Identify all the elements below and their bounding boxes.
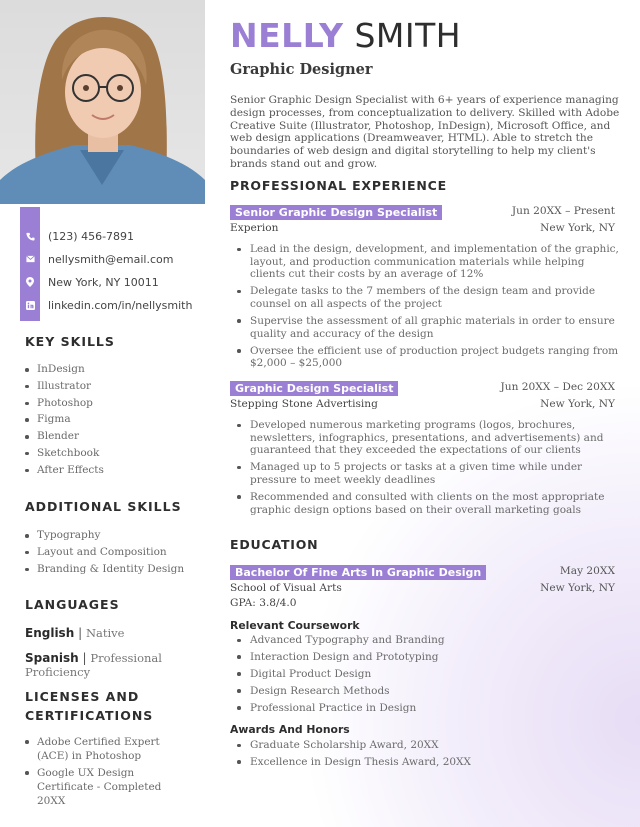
job-location-1: New York, NY xyxy=(540,222,615,234)
linkedin-icon xyxy=(20,301,40,310)
certifications-heading-line2: CERTIFICATIONS xyxy=(25,708,154,723)
experience-heading: PROFESSIONAL EXPERIENCE xyxy=(230,178,447,193)
job-bullet: Supervise the assessment of all graphic materials in order to ensure quality and accuracy of the design xyxy=(237,315,620,340)
education-date: May 20XX xyxy=(559,565,615,577)
coursework-item: Interaction Design and Prototyping xyxy=(237,651,620,664)
key-skill-item: Blender xyxy=(25,428,104,445)
phone-icon xyxy=(20,232,40,241)
contact-location xyxy=(20,273,205,291)
coursework-heading: Relevant Coursework xyxy=(230,619,360,632)
coursework-item: Design Research Methods xyxy=(237,685,620,698)
additional-skill-item: Typography xyxy=(25,527,184,544)
language-separator: | xyxy=(82,651,87,665)
certifications-heading-line1: LICENSES AND xyxy=(25,689,140,704)
job-bullets-1 xyxy=(237,243,620,374)
additional-skills-list xyxy=(25,527,184,577)
coursework-item: Professional Practice in Design xyxy=(237,702,620,715)
location-text: New York, NY 10011 xyxy=(48,275,159,289)
job-location-2: New York, NY xyxy=(540,398,615,410)
job-bullet: Developed numerous marketing programs (logos, brochures, newsletters, infographics, presentations, and advertisements) and guaranteed that they exceeded the expectations of our clients xyxy=(237,419,620,457)
profile-photo xyxy=(0,0,205,204)
language-name: Spanish xyxy=(25,651,79,665)
job-dates-2: Jun 20XX – Dec 20XX xyxy=(500,381,615,393)
key-skills-list xyxy=(25,361,104,479)
certification-item: Google UX Design Certificate - Completed 20XX xyxy=(25,766,190,808)
key-skill-item: After Effects xyxy=(25,462,104,479)
language-english xyxy=(25,626,124,640)
job-bullet: Oversee the efficient use of production project budgets ranging from $2,000 – $25,000 xyxy=(237,345,620,370)
gpa: GPA: 3.8/4.0 xyxy=(230,597,297,609)
school-name: School of Visual Arts xyxy=(230,582,342,594)
award-item: Excellence in Design Thesis Award, 20XX xyxy=(237,756,620,769)
key-skill-item: InDesign xyxy=(25,361,104,378)
certifications-heading xyxy=(25,687,153,725)
contact-phone xyxy=(20,227,205,245)
award-item: Graduate Scholarship Award, 20XX xyxy=(237,739,620,752)
awards-list xyxy=(237,739,620,773)
job-bullet: Lead in the design, development, and implementation of the graphic, layout, and production communication materials while helping clients cut their costs by an average of 12% xyxy=(237,243,620,281)
additional-skill-item: Branding & Identity Design xyxy=(25,561,184,578)
contact-email xyxy=(20,250,205,268)
key-skill-item: Illustrator xyxy=(25,378,104,395)
certifications-list xyxy=(25,735,190,811)
location-pin-icon xyxy=(20,277,40,287)
coursework-item: Advanced Typography and Branding xyxy=(237,634,620,647)
job-bullets-2 xyxy=(237,419,620,521)
contact-linkedin xyxy=(20,296,205,314)
job-company-1: Experion xyxy=(230,222,279,234)
additional-skill-item: Layout and Composition xyxy=(25,544,184,561)
key-skills-heading: KEY SKILLS xyxy=(25,334,115,349)
email-link[interactable]: nellysmith@email.com xyxy=(48,252,174,266)
language-name: English xyxy=(25,626,75,640)
language-level: Professional Proficiency xyxy=(25,651,162,679)
degree-title: Bachelor Of Fine Arts In Graphic Design xyxy=(230,565,486,580)
job-dates-1: Jun 20XX – Present xyxy=(511,205,615,217)
key-skill-item: Photoshop xyxy=(25,395,104,412)
job-bullet: Delegate tasks to the 7 members of the design team and provide counsel on all aspects of the project xyxy=(237,285,620,310)
school-location: New York, NY xyxy=(540,582,615,594)
coursework-list xyxy=(237,634,620,718)
job-bullet: Managed up to 5 projects or tasks at a given time while under pressure to meet weekly deadlines xyxy=(237,461,620,486)
additional-skills-heading: ADDITIONAL SKILLS xyxy=(25,499,182,514)
language-level: Native xyxy=(85,626,125,640)
job-bullet: Recommended and consulted with clients on the most appropriate graphic design options based on their overall marketing goals xyxy=(237,491,620,516)
education-heading: EDUCATION xyxy=(230,537,319,552)
job-company-2: Stepping Stone Advertising xyxy=(230,398,378,410)
job-role-1: Senior Graphic Design Specialist xyxy=(230,205,442,220)
language-spanish xyxy=(25,651,205,679)
awards-heading: Awards And Honors xyxy=(230,723,350,736)
full-name xyxy=(230,16,461,55)
linkedin-link[interactable]: linkedin.com/in/nellysmith xyxy=(48,298,193,312)
key-skill-item: Sketchbook xyxy=(25,445,104,462)
job-role-2: Graphic Design Specialist xyxy=(230,381,398,396)
profile-summary: Senior Graphic Design Specialist with 6+ years of experience managing design processes, from conceptualization to delivery. Skilled with Adobe Creative Suite (Illustrator, Photoshop, InDesign), Microsoft Office, and web design applications (Dreamweaver, HTML). Able to stretch the boundaries of web design and digital storytelling to help my client's brands stand out and grow. xyxy=(230,94,620,170)
last-name: SMITH xyxy=(354,16,462,55)
first-name: NELLY xyxy=(230,16,344,55)
coursework-item: Digital Product Design xyxy=(237,668,620,681)
email-icon xyxy=(20,255,40,263)
job-title: Graphic Designer xyxy=(230,61,373,78)
phone-text: (123) 456-7891 xyxy=(48,229,135,243)
languages-heading: LANGUAGES xyxy=(25,597,120,612)
language-separator: | xyxy=(78,626,83,640)
sidebar xyxy=(0,0,205,827)
certification-item: Adobe Certified Expert (ACE) in Photoshop xyxy=(25,735,190,763)
key-skill-item: Figma xyxy=(25,411,104,428)
